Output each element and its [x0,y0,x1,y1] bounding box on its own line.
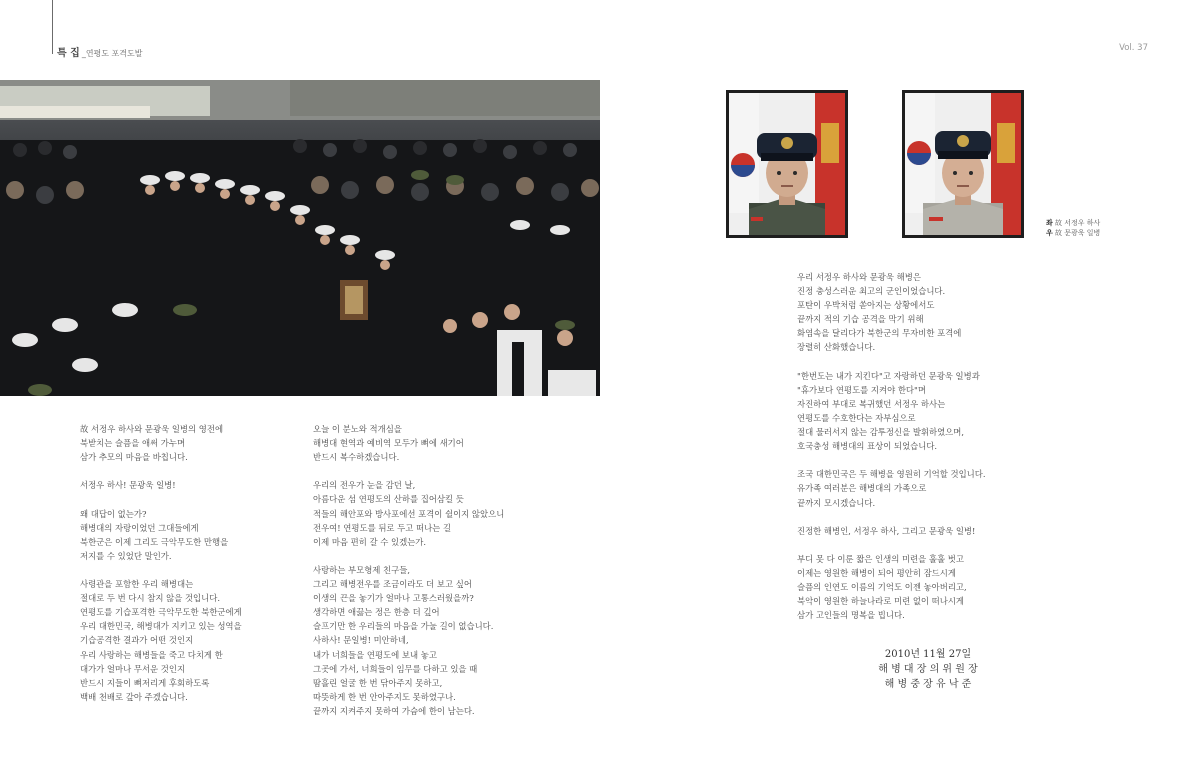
volume-number: Vol. 37 [1119,43,1148,53]
text-line: 따뜻하게 한 번 안아주지도 못하였구나. [313,691,456,702]
text-column-3 [797,270,986,636]
portrait-1-illustration [729,93,845,235]
text-line: 우리 사랑하는 해병들을 죽고 다치게 한 [80,649,223,660]
text-line: 해병대의 자랑이었던 그대들에게 [80,522,199,533]
text-line: 사랑하는 부모형제 친구들, [313,564,410,575]
paragraph [797,552,986,622]
text-line: 아름다운 섬 연평도의 산하를 집어삼킬 듯 [313,494,464,505]
text-line: 우리 서정우 하사와 문광욱 해병은 [797,272,921,282]
text-line: 조국 대한민국은 두 해병을 영원히 기억할 것입니다. [797,469,986,480]
text-line: 적들의 해안포와 방사포에선 포격이 쉴이지 않았으니 [313,508,505,519]
paragraph [80,478,242,492]
section-label: 특 집 [57,48,80,59]
paragraph [797,270,986,355]
text-line: "한번도는 내가 지킨다"고 자랑하던 문광욱 일병과 [797,370,980,381]
text-line: 해병대 현역과 예비역 모두가 뼈에 새기어 [313,438,464,449]
left-margin-rule [52,0,53,54]
signature-date: 2010년 11월 27일 [884,649,972,660]
paragraph [797,467,986,509]
caption-right-name: 故 문광욱 일병 [1052,229,1101,237]
paragraph [313,478,504,548]
caption-left-name: 故 서정우 하사 [1052,219,1101,227]
text-line: 화염속을 달리다가 북한군의 무자비한 포격에 [797,328,962,339]
funeral-photo [0,80,600,396]
text-line: 땀흘린 얼굴 한 번 닦아주지 못하고, [313,677,443,688]
text-line: 이제 마음 편히 갈 수 있겠는가. [313,536,427,547]
text-line: 전우여! 연평도를 뒤로 두고 떠나는 길 [313,522,452,533]
text-line: 대가가 얼마나 무서운 것인지 [80,663,186,674]
text-line: 사하사! 문일병! 미안하네, [313,635,409,646]
text-line: 진정한 해병인, 서정우 하사, 그리고 문광욱 일병! [797,525,976,536]
paragraph [797,369,986,454]
portrait-seo-jeongwoo [726,90,848,238]
text-line: 북악이 영원한 하늘나라로 미련 없이 떠나시게 [797,596,965,607]
section-subtitle: _연평도 포격도발 [81,49,143,58]
paragraph [80,507,242,563]
text-line: 호국충성 해병대의 표상이 되었습니다. [797,441,938,452]
caption-right-prefix: 우 [1046,229,1053,237]
text-line: 생각하면 애끓는 정은 한층 더 깊어 [313,607,440,618]
text-line: 기습공격한 결과가 어떤 것인지 [80,635,194,646]
text-line: 왜 대답이 없는가? [80,508,147,519]
signature-line-2: 해 병 중 장 유 낙 준 [884,679,972,690]
text-line: 연평도를 기습포격한 극악무도한 북한군에게 [80,607,242,618]
paragraph [313,422,504,464]
portrait-moon-kwanguk [902,90,1024,238]
text-line: 끝까지 적의 기습 공격을 막기 위해 [797,314,924,325]
portrait-2-illustration [905,93,1021,235]
text-line: 북한군은 이제 그리도 극악무도한 만행을 [80,536,229,547]
text-line: 그곳에 가서, 너희들이 임무를 다하고 있을 때 [313,663,478,674]
text-line: 슬프기만 한 우리들의 마음을 가눌 길이 없습니다. [313,621,494,632]
text-line: 이생의 끈을 놓기가 얼마나 고통스러웠을까? [313,593,474,604]
signature-line-1: 해 병 대 장 의 위 원 장 [878,664,978,675]
text-column-2 [313,422,504,732]
signature-block [860,647,996,692]
text-line: 북받치는 슬픔을 애써 가누며 [80,438,186,449]
text-line: 포탄이 우박처럼 쏟아지는 상황에서도 [797,300,935,311]
text-line: 그리고 해병전우를 조금이라도 더 보고 싶어 [313,579,472,590]
text-line: 사령관을 포함한 우리 해병대는 [80,579,194,590]
text-line: 절대로 두 번 다시 참지 않을 것입니다. [80,593,220,604]
text-line: 서정우 하사! 문광욱 일병! [80,480,176,491]
caption-left-prefix: 좌 [1046,219,1053,227]
text-line: 삼가 추모의 마음을 바칩니다. [80,452,188,463]
text-line: 故 서정우 하사와 문광욱 일병의 영전에 [80,424,224,434]
text-line: 장렬히 산화했습니다. [797,342,876,353]
text-line: 진정 충성스러운 최고의 군인이었습니다. [797,286,946,297]
text-line: 슬픔의 인연도 이름의 기억도 이젠 놓아버리고, [797,582,967,593]
text-line: 저지를 수 있었단 말인가. [80,550,172,561]
portrait-caption [1046,218,1100,238]
text-line: 끝까지 지켜주지 못하여 가슴에 한이 남는다. [313,705,475,716]
text-line: 연평도를 수호한다는 자부심으로 [797,412,916,423]
text-line: 백배 천배로 갚아 주겠습니다. [80,691,188,702]
text-line: 자진하여 부대로 복귀했던 서정우 하사는 [797,398,946,409]
text-line: 삼가 고인들의 명복을 빕니다. [797,610,905,621]
text-line: "휴가보다 연평도를 지켜야 한다"며 [797,384,926,395]
text-line: 끝까지 모시겠습니다. [797,497,876,508]
text-line: 절대 물러서지 않는 감투정신을 발휘하였으며, [797,427,965,438]
text-line: 우리의 전우가 눈을 감던 날, [313,480,416,491]
paragraph [80,422,242,464]
funeral-photo-illustration [0,80,600,396]
text-line: 이제는 영원한 해병이 되어 평안히 잠드시게 [797,567,956,578]
text-column-1 [80,422,242,718]
paragraph [80,577,242,704]
running-head [57,44,142,59]
text-line: 우리 대한민국, 해병대가 지키고 있는 성역을 [80,621,242,632]
text-line: 부디 못 다 이룬 짧은 인생의 미련을 훌훌 벗고 [797,553,964,564]
text-line: 반드시 지들이 뼈저리게 후회하도록 [80,677,210,688]
paragraph [797,524,986,538]
paragraph [313,563,504,718]
text-line: 오늘 이 분노와 적개심을 [313,424,402,434]
text-line: 내가 너희들을 연평도에 보내 놓고 [313,649,437,660]
text-line: 반드시 복수하겠습니다. [313,452,400,463]
text-line: 유가족 여러분은 해병대의 가족으로 [797,483,927,494]
